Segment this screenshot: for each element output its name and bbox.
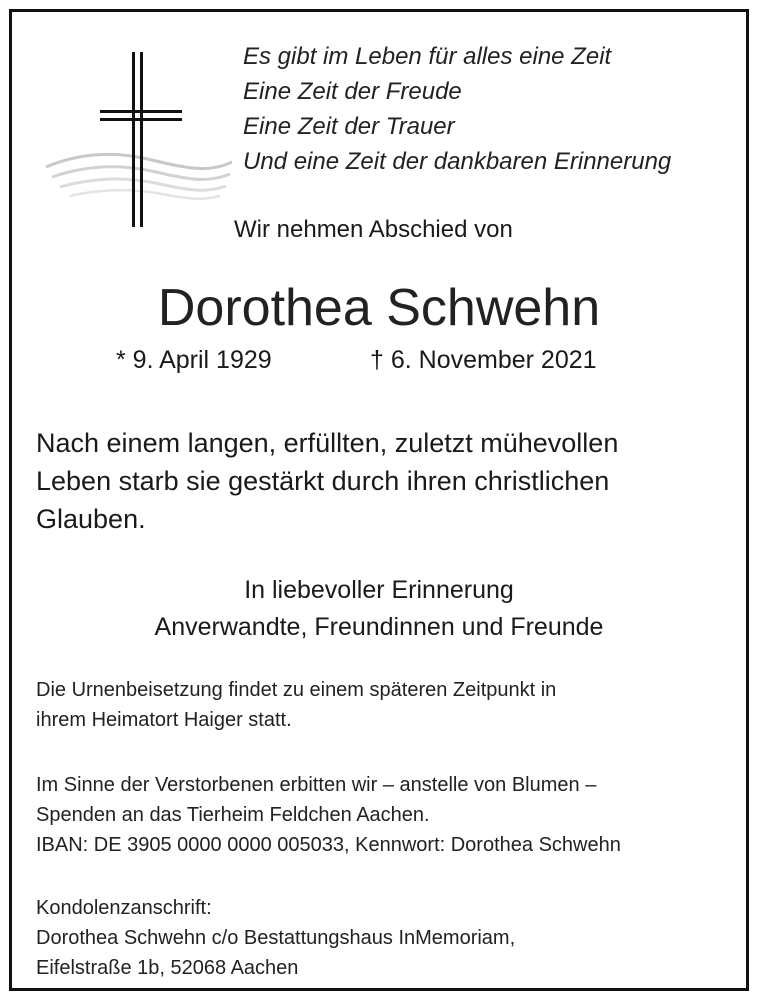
burial-line: ihrem Heimatort Haiger statt. xyxy=(36,709,292,731)
tribute-line: Nach einem langen, erfüllten, zuletzt mühevollen xyxy=(36,428,619,458)
obituary-card xyxy=(9,9,749,991)
remembrance-line: In liebevoller Erinnerung xyxy=(244,576,514,604)
verse-line: Es gibt im Leben für alles eine Zeit xyxy=(243,43,612,70)
birth-date: * 9. April 1929 xyxy=(116,346,272,374)
condolence-address xyxy=(36,893,515,983)
donation-line: Im Sinne der Verstorbenen erbitten wir – anstelle von Blumen – xyxy=(36,774,597,796)
condolence-heading: Kondolenzanschrift: xyxy=(36,897,212,919)
verse-line: Eine Zeit der Freude xyxy=(243,78,462,105)
burial-line: Die Urnenbeisetzung findet zu einem späteren Zeitpunkt in xyxy=(36,679,557,701)
farewell-text: Wir nehmen Abschied von xyxy=(234,216,513,243)
tribute-line: Leben starb sie gestärkt durch ihren christlichen xyxy=(36,466,610,496)
tribute-text xyxy=(36,424,736,538)
address-line: Dorothea Schwehn c/o Bestattungshaus InMemoriam, xyxy=(36,927,516,949)
iban-line: IBAN: DE 3905 0000 0000 005033, Kennwort: Dorothea Schwehn xyxy=(36,834,621,856)
mourners-line: Anverwandte, Freundinnen und Freunde xyxy=(154,613,604,641)
verse-line: Und eine Zeit der dankbaren Erinnerung xyxy=(243,148,672,175)
verse-line: Eine Zeit der Trauer xyxy=(243,113,455,140)
tribute-line: Glauben. xyxy=(36,504,146,534)
donation-line: Spenden an das Tierheim Feldchen Aachen. xyxy=(36,804,430,826)
donation-notice xyxy=(36,770,621,860)
cross-with-waves-icon xyxy=(32,42,232,232)
address-line: Eifelstraße 1b, 52068 Aachen xyxy=(36,957,299,979)
death-date: † 6. November 2021 xyxy=(370,346,597,374)
verse xyxy=(243,39,671,179)
deceased-name: Dorothea Schwehn xyxy=(157,279,601,337)
remembrance-signature xyxy=(12,572,746,646)
burial-notice xyxy=(36,675,556,735)
